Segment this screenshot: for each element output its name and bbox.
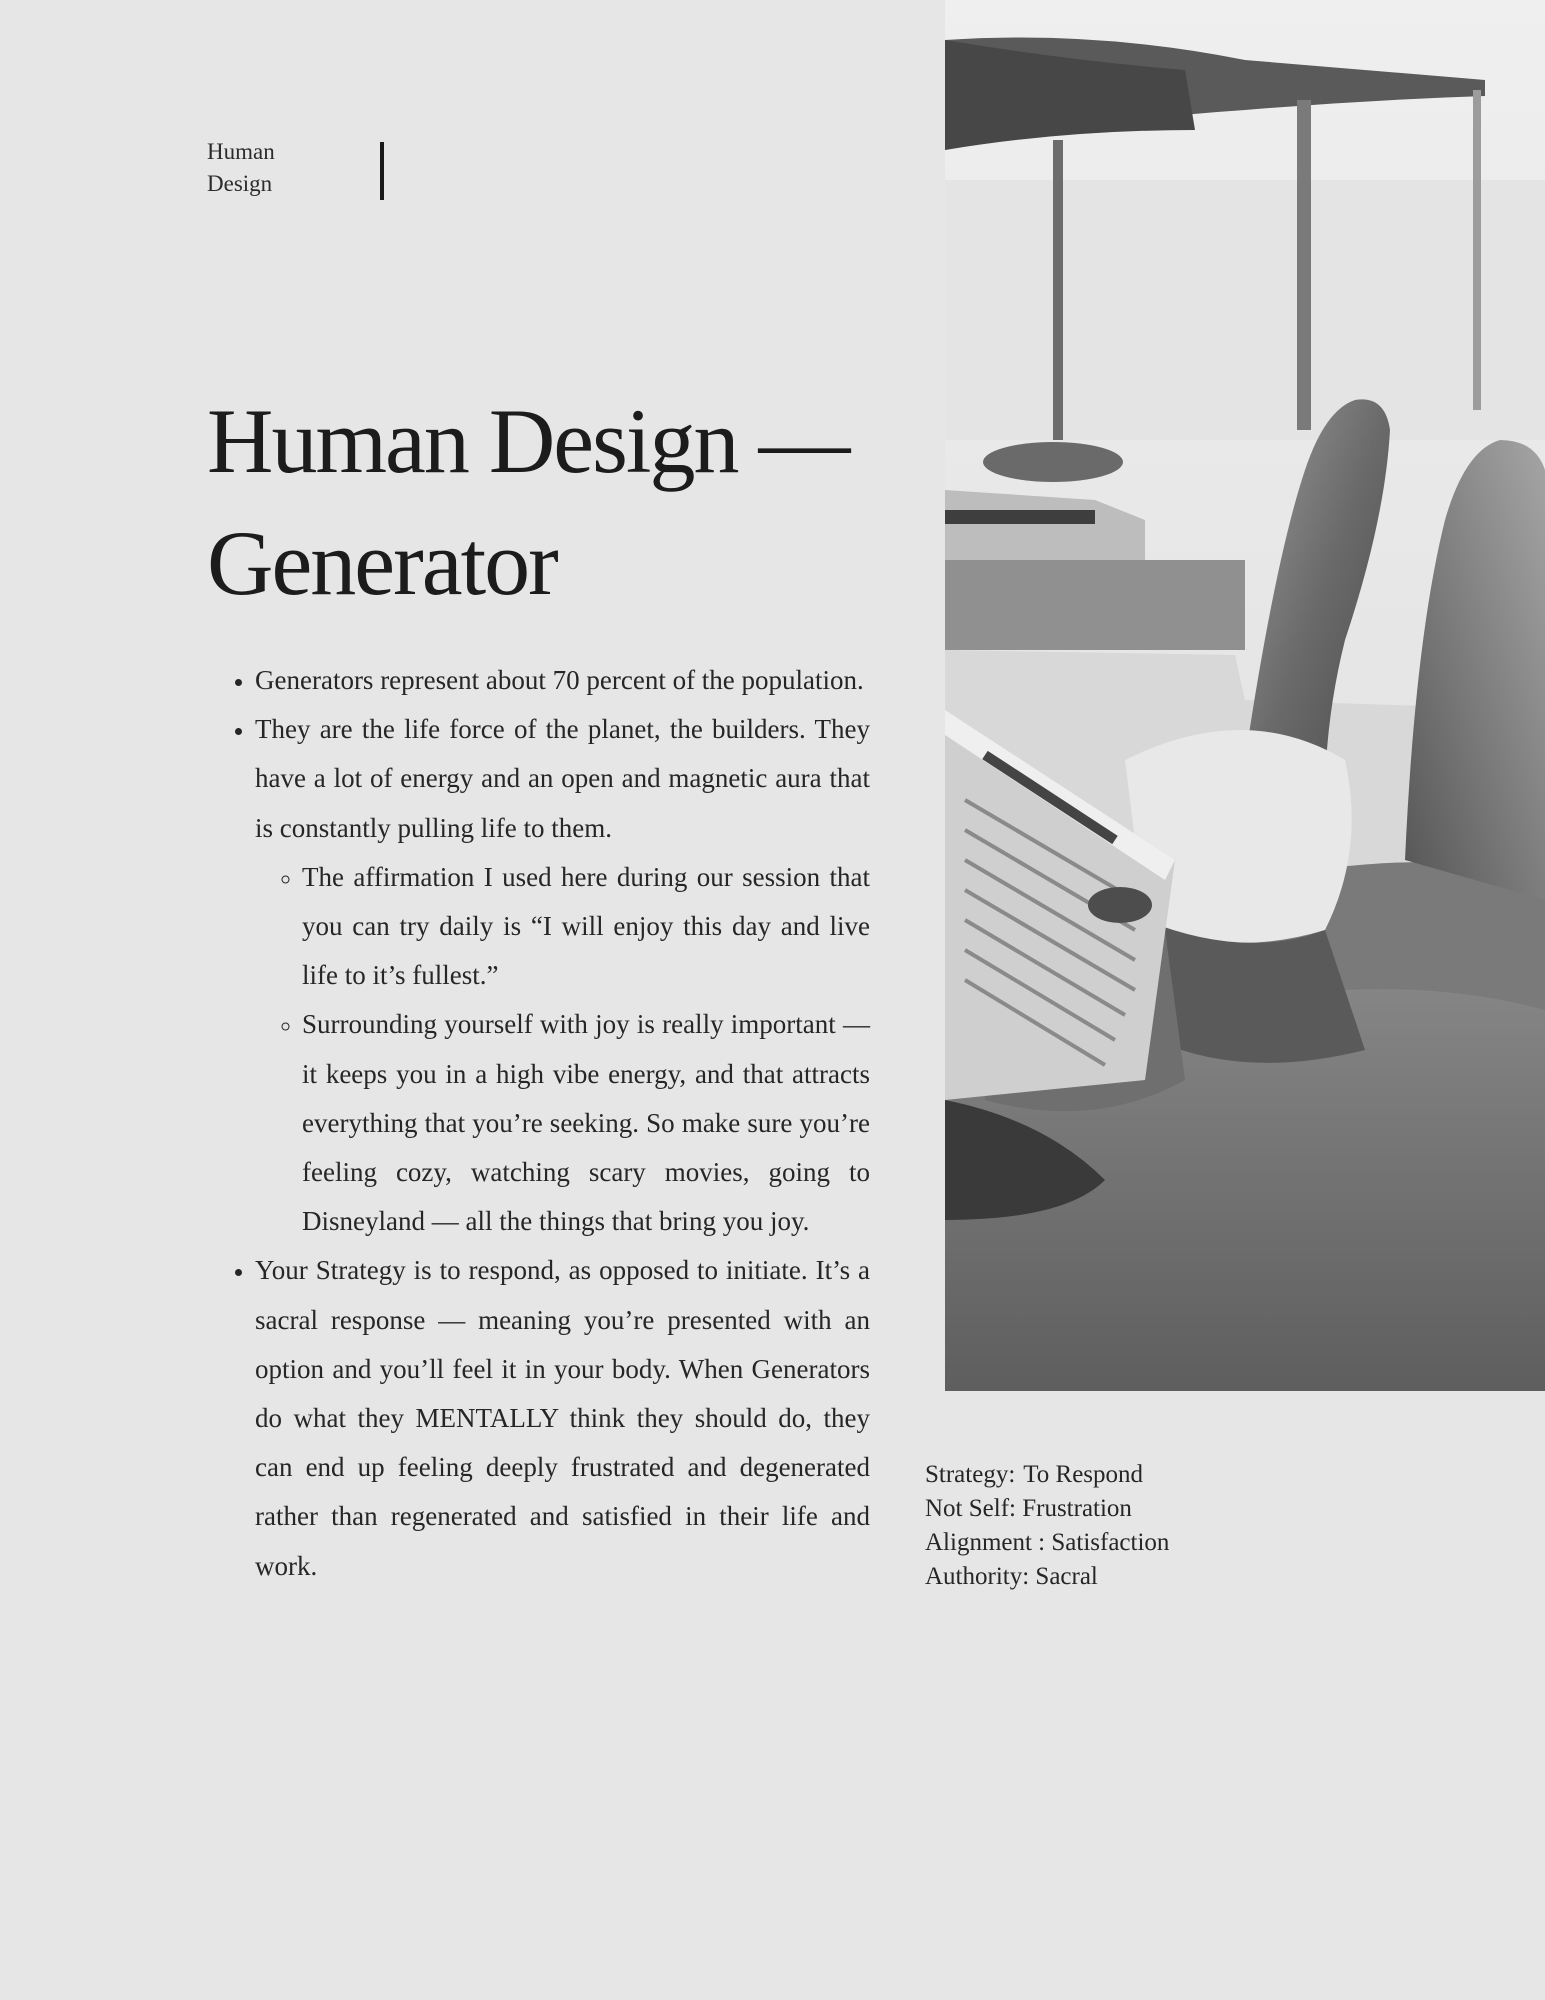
page-title [207, 380, 907, 624]
list-item: • Your Strategy is to respond, as opposed to initiate. It’s a sacral response — meaning you’re presented with an option and you’ll feel it in your body. When Generators do what they MENTALLY think they should do, they can end up feeling deeply frustrated and degenerated rather than regenerated and satisfied in their life and work. [255, 1246, 870, 1590]
beach-reading-photo [945, 0, 1545, 1391]
strategy-value: To Respond [1023, 1461, 1144, 1488]
brand-label [207, 136, 327, 200]
title-line-2: Generator [207, 512, 557, 614]
strategy-line [925, 1458, 1425, 1492]
sub-list-item: ◦ Surrounding yourself with joy is really important — it keeps you in a high vibe energy, and that attracts everything that you’re seeking. So make sure you’re feeling cozy, watching scary movies, going to Disneyland — all the things that bring you joy. [302, 1000, 870, 1246]
sub-list [255, 853, 870, 1247]
title-line-1: Human Design — [207, 390, 849, 492]
content-list [207, 656, 870, 1591]
strategy-label: Strategy: [925, 1461, 1016, 1488]
brand-line-1: Human [207, 139, 275, 164]
design-facts [925, 1458, 1425, 1594]
list-item [255, 705, 870, 1246]
list-item-text: They are the life force of the planet, the builders. They have a lot of energy and an open and magnetic aura that is constantly pulling life to them. [255, 714, 870, 843]
brand-divider [380, 142, 384, 200]
brand-line-2: Design [207, 171, 273, 196]
list-item: • Generators represent about 70 percent of the population. [255, 656, 870, 705]
alignment-line: Alignment : Satisfaction [925, 1529, 1170, 1556]
not-self-line: Not Self: Frustration [925, 1495, 1132, 1522]
sub-list-item: ◦ The affirmation I used here during our session that you can try daily is “I will enjoy this day and live life to it’s fullest.” [302, 853, 870, 1001]
authority-line: Authority: Sacral [925, 1563, 1098, 1590]
